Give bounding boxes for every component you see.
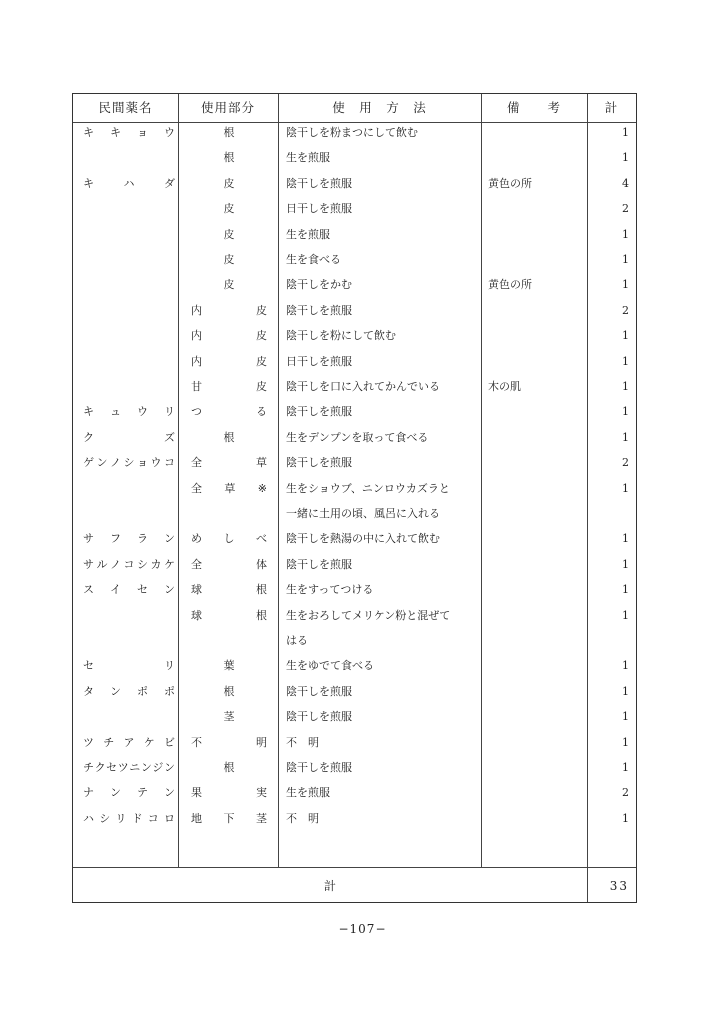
cell-count: 1	[622, 253, 629, 266]
cell-method: 不 明	[286, 811, 319, 825]
cell-method: 陰干しを熱湯の中に入れて飲む	[286, 532, 440, 546]
cell-method: 生を煎服	[286, 151, 330, 165]
cell-part: 皮	[223, 176, 235, 190]
cell-count: 2	[622, 786, 629, 800]
cell-method: はる	[286, 634, 308, 647]
cell-part: 内 皮	[191, 329, 267, 343]
cell-part: 球 根	[191, 608, 267, 622]
header-method: 使 用 方 法	[332, 100, 427, 115]
cell-name: キ キ ョ ウ	[83, 126, 175, 139]
column-divider	[278, 94, 279, 867]
cell-part: 皮	[223, 253, 235, 266]
cell-part: 内 皮	[191, 303, 267, 317]
cell-part: 皮	[223, 202, 235, 216]
cell-name: サ フ ラ ン	[83, 532, 175, 546]
cell-method: 陰干しを煎服	[286, 557, 352, 571]
cell-method: 陰干しを煎服	[286, 303, 352, 317]
cell-method: 一緒に土用の頃、風呂に入れる	[286, 507, 440, 520]
header-note: 備 考	[506, 100, 561, 115]
cell-method: 陰干しを煎服	[286, 176, 352, 190]
cell-part: 果 実	[191, 786, 267, 800]
cell-part: 全 草 ※	[191, 481, 267, 495]
cell-count: 1	[622, 354, 629, 368]
cell-name: タ ン ポ ポ	[83, 684, 175, 698]
cell-part: 不 明	[191, 735, 267, 749]
header-count: 計	[604, 100, 619, 115]
cell-name: キ ハ ダ	[83, 176, 175, 190]
cell-method: 陰干しを煎服	[286, 456, 352, 470]
cell-note: 木の肌	[488, 380, 521, 393]
cell-method: 陰干しを煎服	[286, 405, 352, 419]
cell-method: 日干しを煎服	[286, 354, 352, 368]
page-number: −107−	[338, 922, 387, 936]
cell-method: 陰干しを口に入れてかんでいる	[286, 380, 440, 393]
cell-count: 1	[622, 227, 629, 241]
cell-name: ス イ セ ン	[83, 583, 175, 597]
cell-part: 球 根	[191, 583, 267, 597]
cell-count: 1	[622, 380, 629, 393]
cell-part: め し べ	[191, 532, 267, 546]
cell-count: 1	[622, 583, 629, 597]
cell-method: 生をショウブ、ニンロウカズラと	[286, 481, 450, 495]
cell-method: 陰干しを煎服	[286, 684, 352, 698]
cell-count: 1	[622, 710, 629, 724]
cell-count: 4	[622, 176, 629, 190]
cell-part: 根	[223, 761, 235, 774]
cell-part: 根	[223, 126, 235, 139]
total-value: 33	[609, 879, 629, 893]
cell-name: ハ シ リ ド コ ロ	[83, 811, 175, 825]
cell-part: つ る	[191, 405, 267, 419]
cell-count: 1	[622, 532, 629, 546]
cell-part: 茎	[223, 710, 235, 724]
cell-part: 地 下 茎	[191, 811, 267, 825]
cell-count: 1	[622, 329, 629, 343]
cell-name: キ ュ ウ リ	[83, 405, 175, 419]
cell-part: 全 草	[191, 456, 267, 470]
cell-name: ナ ン テ ン	[83, 786, 175, 800]
header-divider	[73, 122, 636, 123]
cell-count: 1	[622, 430, 629, 444]
cell-count: 1	[622, 405, 629, 419]
cell-count: 1	[622, 735, 629, 749]
cell-method: 日干しを煎服	[286, 202, 352, 216]
cell-part: 甘 皮	[191, 380, 267, 393]
cell-method: 生を煎服	[286, 227, 330, 241]
cell-count: 2	[622, 202, 629, 216]
cell-note: 黄色の所	[488, 176, 532, 190]
cell-count: 1	[622, 608, 629, 622]
cell-method: 生を煎服	[286, 786, 330, 800]
total-label: 計	[323, 879, 336, 893]
cell-method: 生をデンプンを取って食べる	[286, 430, 429, 444]
cell-method: 生をおろしてメリケン粉と混ぜて	[286, 608, 451, 622]
remedy-table	[72, 93, 637, 903]
cell-count: 1	[622, 811, 629, 825]
cell-part: 皮	[223, 227, 235, 241]
cell-part: 根	[223, 684, 235, 698]
cell-part: 皮	[223, 278, 235, 292]
cell-name: ツ チ ア ケ ビ	[83, 735, 175, 749]
cell-name: サ ル ノ コ シ カ ケ	[83, 557, 175, 571]
total-divider	[73, 867, 636, 868]
cell-count: 1	[622, 684, 629, 698]
cell-method: 生をゆでて食べる	[286, 659, 374, 673]
cell-method: 陰干しをかむ	[286, 278, 352, 292]
cell-count: 1	[622, 278, 629, 292]
cell-part: 根	[223, 151, 235, 165]
cell-name: ク ズ	[83, 430, 175, 444]
cell-part: 全 体	[191, 557, 267, 571]
cell-name: ゲ ン ノ シ ョ ウ コ	[83, 456, 175, 470]
header-name: 民間薬名	[98, 100, 153, 115]
column-divider	[481, 94, 482, 867]
cell-count: 1	[622, 151, 629, 165]
cell-method: 不 明	[286, 735, 319, 749]
cell-note: 黄色の所	[488, 278, 532, 292]
cell-count: 1	[622, 126, 629, 139]
cell-count: 2	[622, 456, 629, 470]
cell-count: 1	[622, 557, 629, 571]
cell-method: 生を食べる	[286, 253, 341, 266]
cell-method: 陰干しを煎服	[286, 761, 352, 774]
cell-method: 陰干しを煎服	[286, 710, 352, 724]
cell-part: 内 皮	[191, 354, 267, 368]
cell-method: 生をすってつける	[286, 583, 374, 597]
cell-count: 1	[622, 761, 629, 774]
header-part: 使用部分	[200, 100, 255, 115]
cell-count: 2	[622, 303, 629, 317]
cell-method: 陰干しを粉まつにして飲む	[286, 126, 418, 139]
cell-method: 陰干しを粉にして飲む	[286, 329, 396, 343]
cell-name: セ リ	[83, 659, 175, 673]
cell-part: 根	[223, 430, 235, 444]
cell-name: チ ク セ ツ ニ ン ジ ン	[83, 761, 175, 774]
cell-part: 葉	[223, 659, 235, 673]
column-divider	[178, 94, 179, 867]
cell-count: 1	[622, 659, 629, 673]
cell-count: 1	[622, 481, 629, 495]
